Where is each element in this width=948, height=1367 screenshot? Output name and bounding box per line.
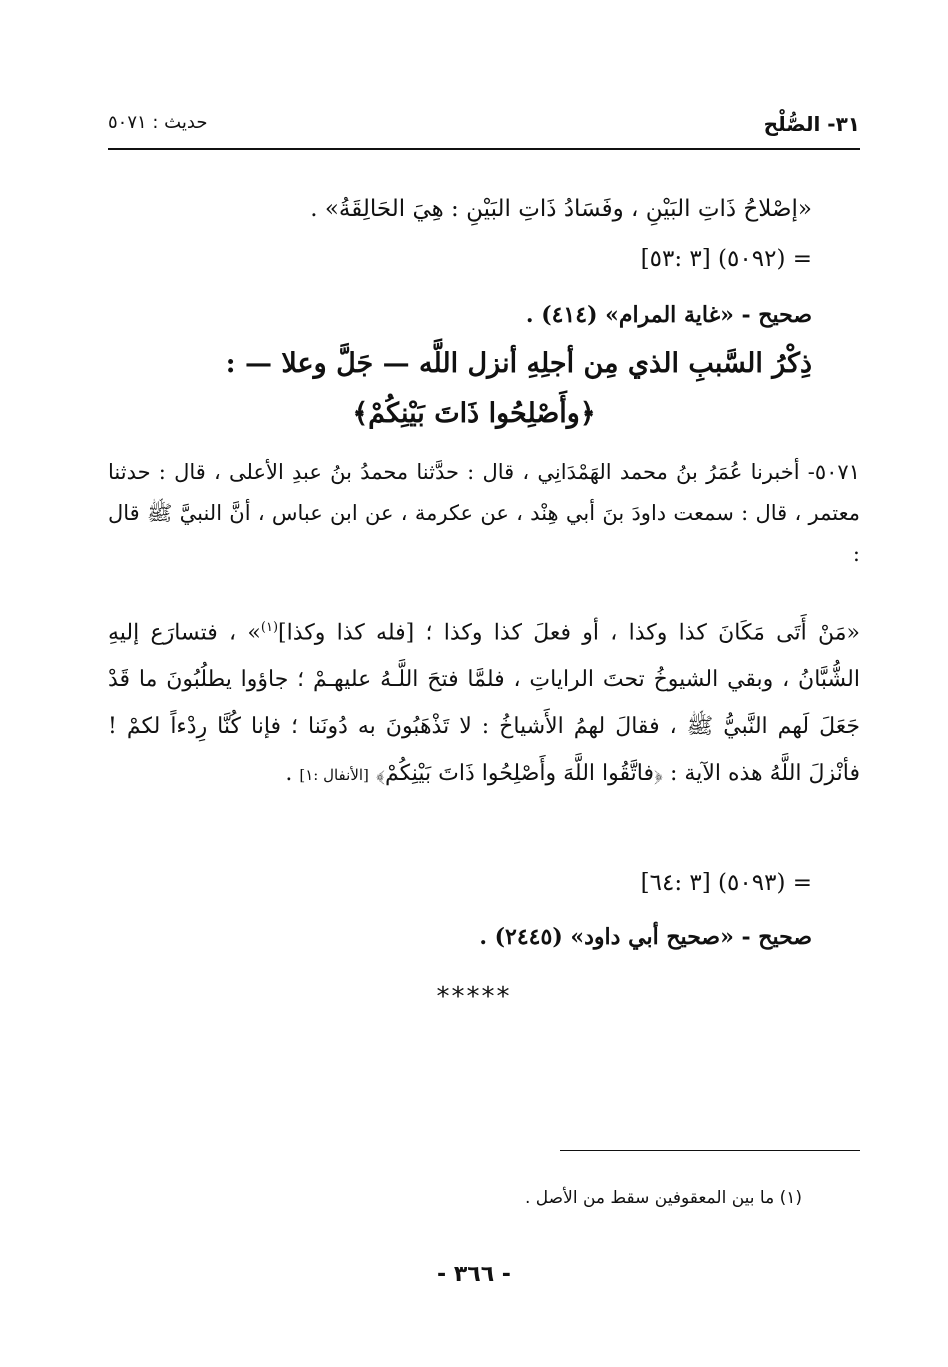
chapter-heading: ذِكْرُ السَّببِ الذي مِن أجلِهِ أنزل اللَّه — جَلَّ وعلا — : — [225, 348, 812, 379]
quran-reference: [الأنفال :١] — [299, 766, 369, 785]
footnote-rule — [560, 1150, 860, 1151]
hadith-matn-end: . — [285, 761, 300, 787]
previous-hadith-grading: صحيح - «غاية المرام» (٤١٤) . — [525, 302, 812, 328]
footnote-marker: (١) — [260, 620, 279, 635]
previous-hadith-reference: = (٥٠٩٢) [٣ :٥٣] — [640, 246, 812, 272]
footnote: (١) ما بين المعقوفين سقط من الأصل . — [525, 1188, 802, 1208]
hadith-reference: = (٥٠٩٣) [٣ :٦٤] — [640, 870, 812, 896]
page-number: - ٣٦٦ - — [437, 1262, 511, 1287]
hadith-isnad: ٥٠٧١- أخبرنا عُمَرُ بنُ محمد الهَمْدَانِي ، قال : حدَّثنا محمدُ بنُ عبدِ الأعلى ، قال : حدثنا معتمر ، قال : سمعت داودَ بنَ أبي هِنْد ، عن عكرمة ، عن ابن عباس ، أنَّ النبيَّ ﷺ قال : — [108, 460, 860, 566]
hadith-grading: صحيح - «صحيح أبي داود» (٢٤٤٥) . — [479, 924, 812, 950]
hadith-matn-text: «مَنْ أَتَى مَكَانَ كذا وكذا ، أو فعلَ كذا وكذا ؛ [فله كذا وكذا] — [278, 620, 860, 646]
previous-hadith-text: «إصْلاحُ ذَاتِ البَيْنِ ، وفَسَادُ ذَاتِ البَيْنِ : هِيَ الحَالِقَةُ» . — [310, 196, 812, 222]
header-rule — [108, 148, 860, 150]
hadith-matn-continuation: » ، فتسارَع إليهِ الشُّبَّانُ ، وبقي الشيوخُ تحتَ الراياتِ ، فلمَّا فتحَ اللَّـهُ عليهـمْ ؛ جاؤوا يطلُبُونَ ما قَدْ جَعَلَ لَهم النَّبيُّ ﷺ ، فقالَ لهمُ الأَشياخُ : لا تَذْهَبُونَ به دُونَنا ؛ فإنا كُنَّا رِدْءاً لكمْ ! فأنْزلَ اللَّهُ هذه الآية : ﴿فاتَّقُوا اللَّهَ وأَصْلِحُوا ذَاتَ بَيْنِكُمْ﴾ — [108, 620, 860, 787]
running-header-chapter: ٣١- الصُّلْح — [763, 112, 860, 136]
section-separator: ***** — [436, 982, 512, 1012]
chapter-heading-verse: ﴿وأَصْلِحُوا ذَاتَ بَيْنِكُمْ﴾ — [352, 398, 596, 429]
hadith-matn — [108, 604, 860, 799]
running-header-hadith-number: حديث : ٥٠٧١ — [108, 112, 208, 133]
